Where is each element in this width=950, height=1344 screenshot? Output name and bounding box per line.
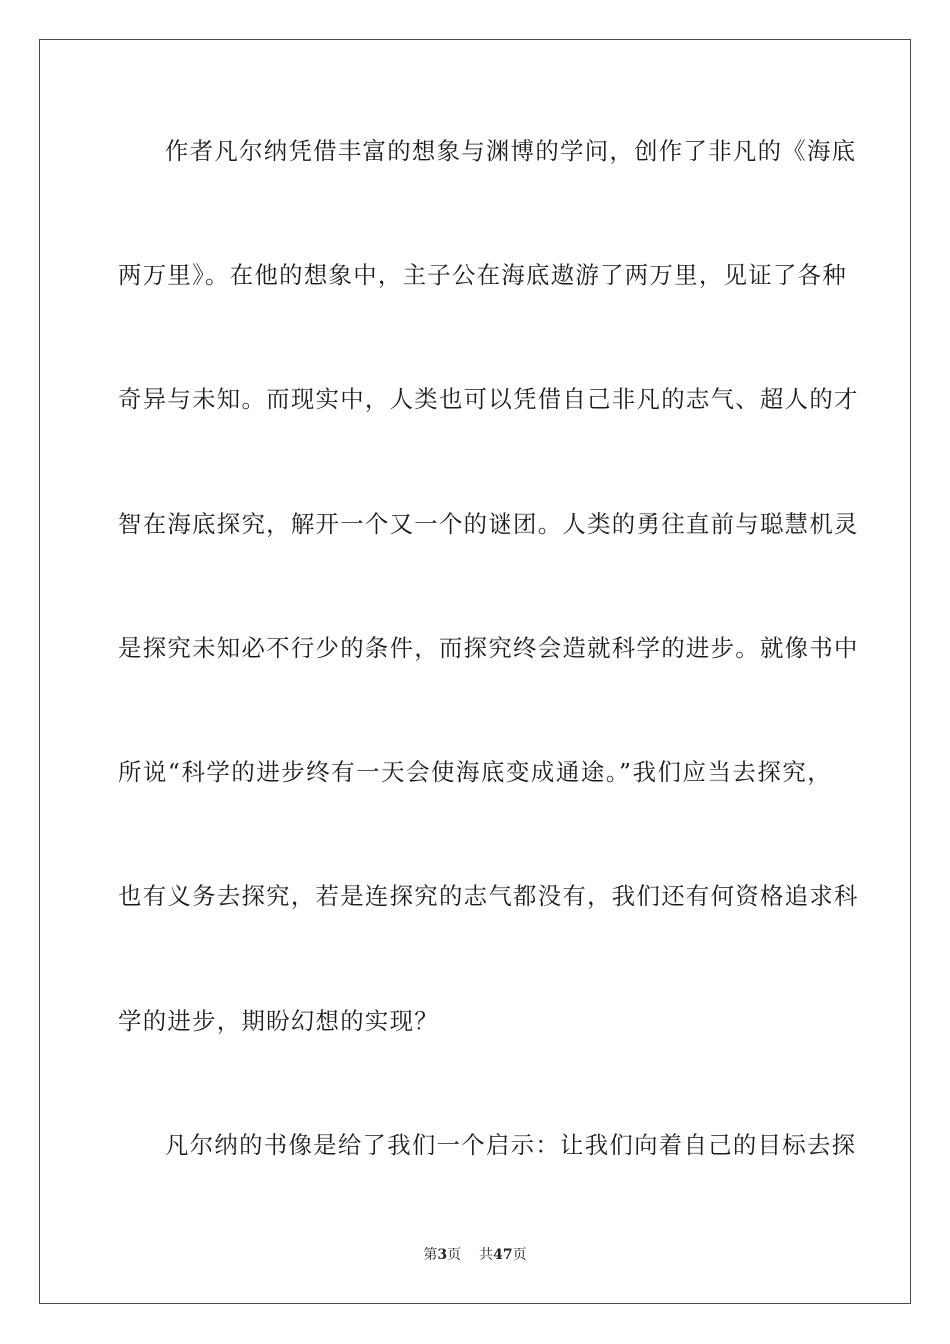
page-border xyxy=(39,39,911,1304)
total-pages: 47 xyxy=(493,1247,513,1263)
page-suffix: 页 xyxy=(447,1247,462,1263)
paragraph-1-line-4: 智在海底探究，解开一个又一个的谜团。人类的勇往直前与聪慧机灵 xyxy=(118,510,859,538)
page-footer xyxy=(0,1246,950,1264)
paragraph-1-line-2: 两万里》。在他的想象中，主子公在海底遨游了两万里，见证了各种 xyxy=(118,261,848,289)
paragraph-1-line-6: 所说“科学的进步终有一天会使海底变成通途。”我们应当去探究， xyxy=(118,758,832,786)
paragraph-1-line-1: 作者凡尔纳凭借丰富的想象与渊博的学问，创作了非凡的《海底 xyxy=(165,137,857,165)
page-number: 3 xyxy=(437,1247,448,1263)
paragraph-2-line-1: 凡尔纳的书像是给了我们一个启示：让我们向着自己的目标去探 xyxy=(165,1131,857,1159)
paragraph-1-line-8: 学的进步，期盼幻想的实现？ xyxy=(118,1007,439,1035)
paragraph-1-line-3: 奇异与未知。而现实中，人类也可以凭借自己非凡的志气、超人的才 xyxy=(118,385,859,413)
total-prefix: 共 xyxy=(479,1247,494,1263)
total-suffix: 页 xyxy=(512,1247,527,1263)
page-prefix: 第 xyxy=(423,1247,438,1263)
paragraph-1-line-5: 是探究未知必不行少的条件，而探究终会造就科学的进步。就像书中 xyxy=(118,634,859,662)
paragraph-1-line-7: 也有义务去探究，若是连探究的志气都没有，我们还有何资格追求科 xyxy=(118,882,859,910)
